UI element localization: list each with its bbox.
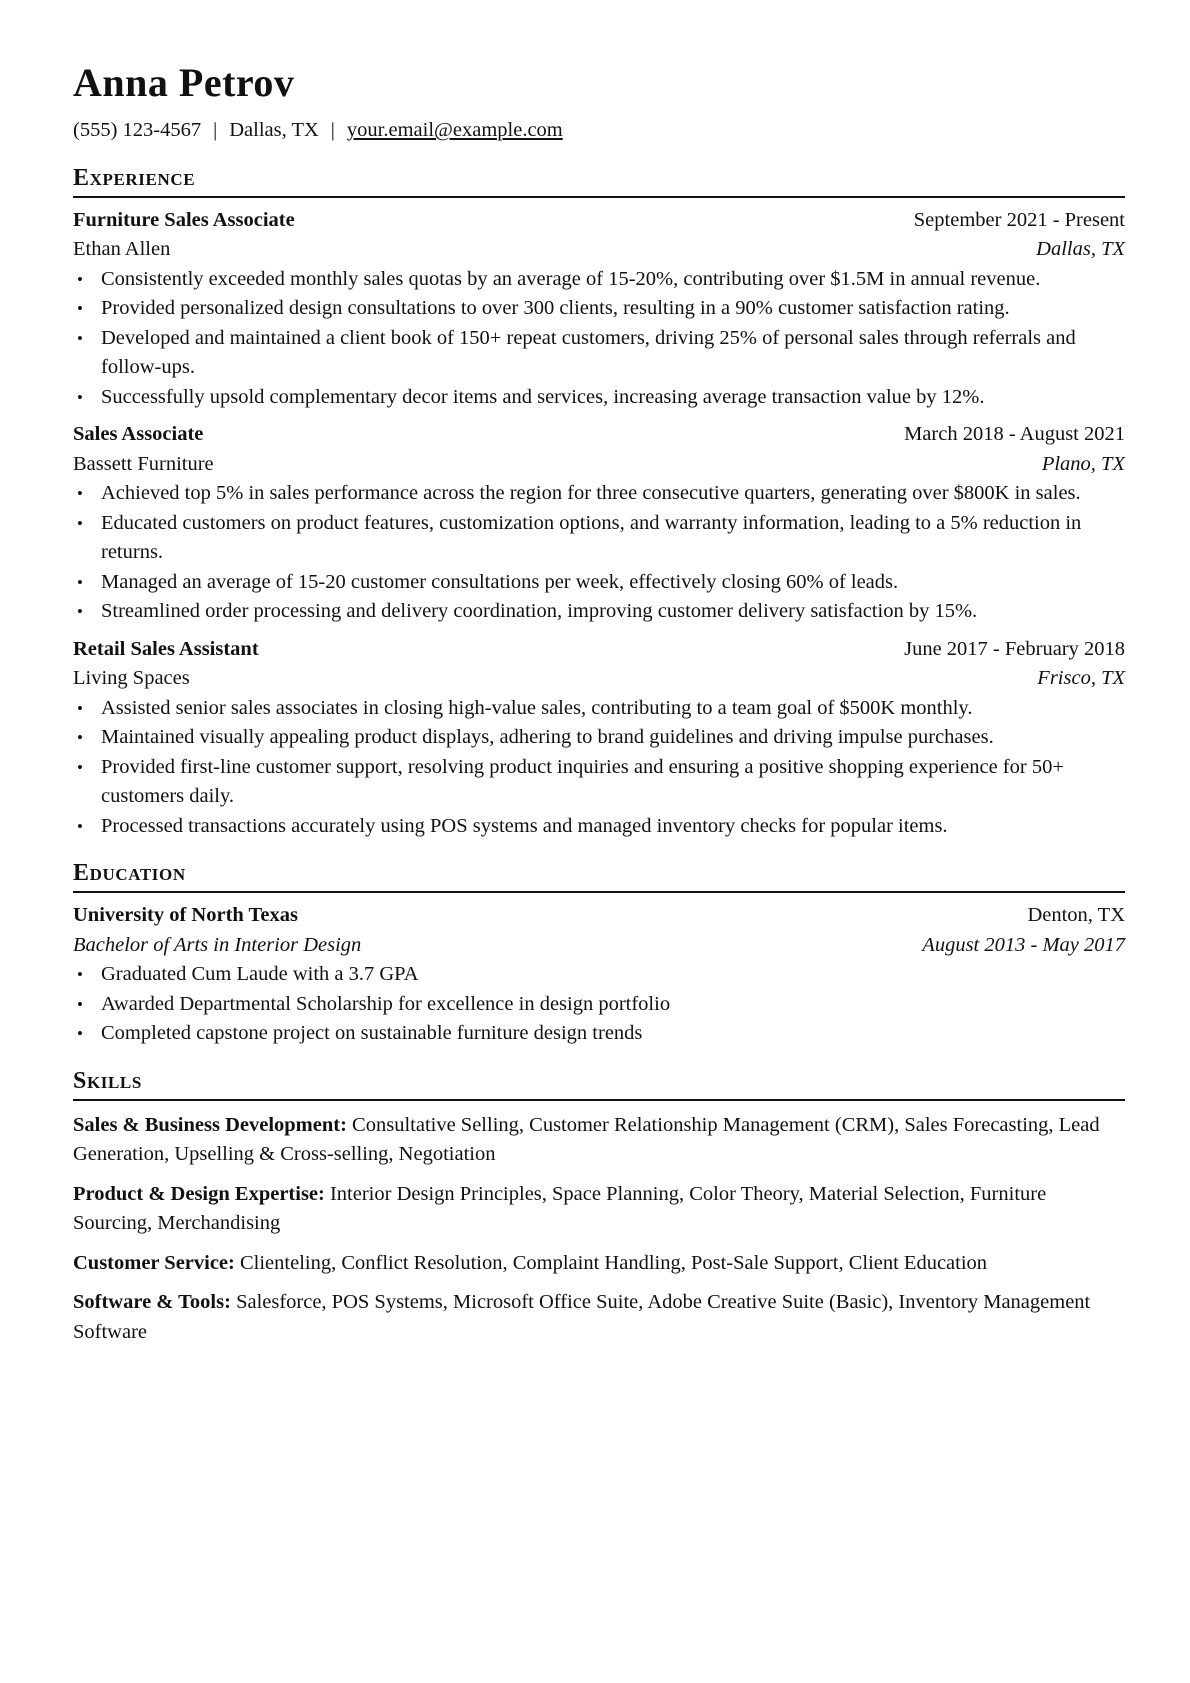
- bullet: • Achieved top 5% in sales performance across the region for three consecutive quarters, generating over $800K in sales.: [101, 479, 1125, 509]
- experience-entry: [73, 635, 1125, 842]
- bullet: • Provided first-line customer support, resolving product inquiries and ensuring a positive shopping experience for 50+ customers daily.: [101, 753, 1125, 812]
- skills-list: [73, 1111, 1125, 1348]
- bullet: • Educated customers on product features, customization options, and warranty information, leading to a 5% reduction in returns.: [101, 509, 1125, 568]
- bullet: • Managed an average of 15-20 customer consultations per week, effectively closing 60% of leads.: [101, 568, 1125, 598]
- candidate-name: Anna Petrov: [73, 60, 295, 105]
- bullet-list: [73, 479, 1125, 627]
- school-location: Denton, TX: [1027, 904, 1125, 926]
- bullet: • Developed and maintained a client book of 150+ repeat customers, driving 25% of personal sales through referrals and follow-ups.: [101, 324, 1125, 383]
- company: Bassett Furniture: [73, 452, 214, 475]
- skill-value: Clienteling, Conflict Resolution, Complaint Handling, Post-Sale Support, Client Education: [239, 1251, 988, 1274]
- separator: |: [213, 119, 218, 141]
- job-title: Sales Associate: [73, 423, 204, 445]
- skill-label: Software & Tools:: [73, 1291, 231, 1313]
- bullet-list: [73, 265, 1125, 413]
- job-title: Furniture Sales Associate: [73, 208, 295, 231]
- job-location: Dallas, TX: [1036, 238, 1125, 260]
- experience-entry: [73, 420, 1125, 627]
- bullet: • Maintained visually appealing product displays, adhering to brand guidelines and driving impulse purchases.: [101, 723, 1125, 753]
- job-location: Frisco, TX: [1037, 667, 1125, 689]
- experience-entry: [73, 206, 1125, 413]
- skill-group: [73, 1288, 1125, 1347]
- job-dates: June 2017 - February 2018: [904, 637, 1125, 660]
- bullet: • Streamlined order processing and delivery coordination, improving customer delivery satisfaction by 15%.: [101, 597, 1125, 627]
- bullet-list: [73, 960, 1125, 1049]
- separator: |: [330, 119, 335, 141]
- education-entry: [73, 901, 1125, 1049]
- bullet: • Assisted senior sales associates in closing high-value sales, contributing to a team goal of $500K monthly.: [101, 694, 1125, 724]
- education-dates: August 2013 - May 2017: [922, 933, 1125, 956]
- bullet: • Provided personalized design consultations to over 300 clients, resulting in a 90% customer satisfaction rating.: [101, 294, 1125, 324]
- resume-page: [73, 58, 1125, 1347]
- phone: (555) 123-4567: [73, 119, 202, 141]
- skill-group: [73, 1111, 1125, 1170]
- skill-label: Sales & Business Development:: [73, 1113, 347, 1136]
- section-title-education: Education: [73, 857, 1125, 893]
- skill-value: Interior Design Principles, Space Planning, Color Theory, Material Selection, Furniture Sourcing, Merchandising: [73, 1182, 1047, 1234]
- location: Dallas, TX: [229, 119, 319, 141]
- school: University of North Texas: [73, 904, 298, 926]
- bullet: • Awarded Departmental Scholarship for excellence in design portfolio: [101, 990, 1125, 1020]
- skill-group: [73, 1249, 1125, 1279]
- job-location: Plano, TX: [1041, 452, 1125, 475]
- contact-line: [73, 116, 1125, 146]
- bullet-list: [73, 694, 1125, 842]
- job-dates: March 2018 - August 2021: [904, 423, 1125, 445]
- section-title-skills: Skills: [73, 1065, 1125, 1101]
- skill-value: Salesforce, POS Systems, Microsoft Office Suite, Adobe Creative Suite (Basic), Inventory Management Software: [73, 1291, 1091, 1343]
- bullet: • Completed capstone project on sustainable furniture design trends: [101, 1019, 1125, 1049]
- bullet: • Successfully upsold complementary decor items and services, increasing average transaction value by 12%.: [101, 383, 1125, 413]
- skill-label: Customer Service:: [73, 1251, 235, 1274]
- job-dates: September 2021 - Present: [913, 208, 1125, 231]
- company: Ethan Allen: [73, 238, 171, 260]
- job-title: Retail Sales Assistant: [73, 637, 259, 660]
- company: Living Spaces: [73, 667, 190, 689]
- bullet: • Consistently exceeded monthly sales quotas by an average of 15-20%, contributing over $1.5M in annual revenue.: [101, 265, 1125, 295]
- section-title-experience: Experience: [73, 162, 1125, 198]
- bullet: • Processed transactions accurately using POS systems and managed inventory checks for popular items.: [101, 812, 1125, 842]
- skill-group: [73, 1180, 1125, 1239]
- skill-value: Consultative Selling, Customer Relationship Management (CRM), Sales Forecasting, Lead Generation, Upselling & Cross-selling, Negotiation: [73, 1113, 1100, 1165]
- bullet: • Graduated Cum Laude with a 3.7 GPA: [101, 960, 1125, 990]
- skill-label: Product & Design Expertise:: [73, 1182, 325, 1205]
- email-link[interactable]: your.email@example.com: [346, 119, 563, 141]
- degree: Bachelor of Arts in Interior Design: [73, 933, 362, 956]
